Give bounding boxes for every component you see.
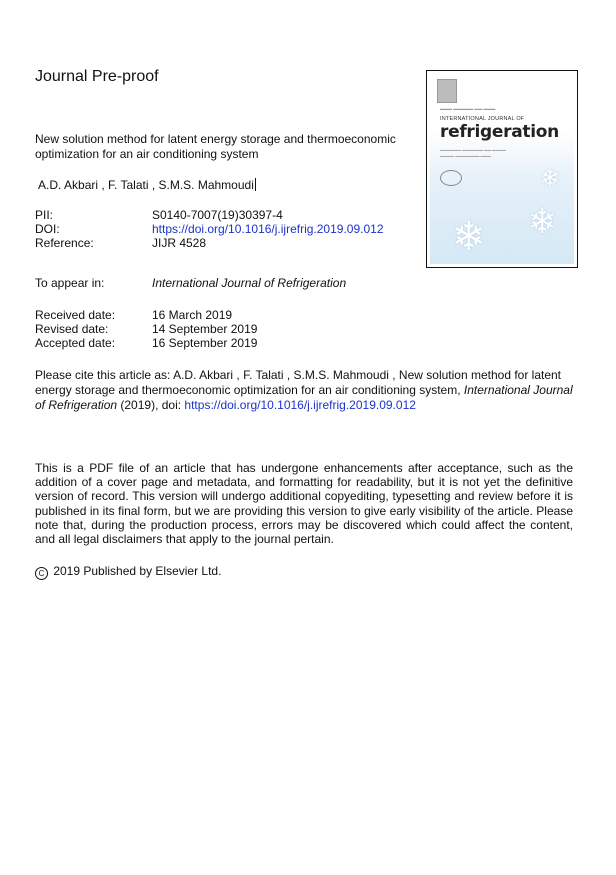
accepted-label: Accepted date:	[35, 336, 116, 350]
title-line-1: New solution method for latent energy storage and thermoeconomic	[35, 132, 396, 146]
author-list	[38, 178, 256, 192]
journal-name: International Journal of Refrigeration	[152, 276, 347, 290]
title-line-2: optimization for an air conditioning system	[35, 147, 259, 161]
snowflake-icon: ❄	[540, 165, 561, 192]
received-label: Received date:	[35, 308, 116, 322]
revised-label: Revised date:	[35, 322, 109, 336]
received-row	[35, 308, 257, 322]
citation-block	[35, 368, 573, 413]
snowflake-icon: ❄	[528, 203, 557, 241]
doi-link[interactable]: https://doi.org/10.1016/j.ijrefrig.2019.09.012	[152, 222, 384, 236]
iir-globe-icon	[440, 170, 462, 186]
copyright-line	[35, 564, 221, 580]
pii-row	[35, 208, 384, 222]
journal-pre-proof-label: Journal Pre-proof	[35, 68, 159, 85]
citation-journal: International Journal	[463, 383, 573, 397]
citation-year: (2019), doi:	[117, 398, 185, 412]
revised-row	[35, 322, 257, 336]
accepted-row	[35, 336, 257, 350]
appear-in-label: To appear in:	[35, 276, 105, 290]
cover-background	[430, 74, 574, 264]
citation-line-2	[35, 383, 573, 398]
article-title	[35, 132, 415, 162]
reference-row	[35, 236, 384, 250]
appear-in-row	[35, 276, 346, 290]
cover-small-text: ▬▬▬ ▬▬▬▬▬ ▬▬ ▬▬▬	[440, 106, 496, 111]
citation-journal-cont: of Refrigeration	[35, 398, 118, 412]
reference-value: JIJR 4528	[152, 236, 207, 250]
snowflake-icon: ❄	[452, 215, 486, 259]
journal-cover-image	[426, 70, 578, 268]
dates-block	[35, 308, 257, 350]
text-cursor	[255, 178, 256, 191]
pii-label: PII:	[35, 208, 54, 222]
identifier-block	[35, 208, 384, 250]
cover-subtitle-line: ▬▬▬▬▬▬ ▬▬▬▬▬▬ ▬▬ ▬▬▬▬	[440, 148, 506, 152]
citation-text: energy storage and thermoeconomic optimization for an air conditioning system,	[35, 383, 464, 397]
elsevier-tree-icon	[437, 79, 457, 103]
doi-row	[35, 222, 384, 236]
doi-label: DOI:	[35, 222, 60, 236]
citation-line-3	[35, 398, 573, 413]
pre-proof-notice: This is a PDF file of an article that has undergone enhancements after acceptance, such as the addition of a cover page and metadata, and formatting for readability, but it is not yet the definitive version of record. This version will undergo additional copyediting, typesetting and review before it is published in its final form, but we are providing this version to give early visibility of the article. Please note that, during the production process, errors may be discovered which could affect the content, and all legal disclaimers that apply to the journal pertain.	[35, 461, 573, 547]
cover-subtitle-line: ▬▬▬▬ ▬▬▬▬▬▬▬ ▬▬▬	[440, 154, 491, 158]
authors-text: A.D. Akbari , F. Talati , S.M.S. Mahmoudi	[38, 178, 254, 192]
cover-journal-name: refrigeration	[440, 122, 559, 142]
accepted-value: 16 September 2019	[152, 336, 258, 350]
received-value: 16 March 2019	[152, 308, 233, 322]
revised-value: 14 September 2019	[152, 322, 258, 336]
citation-doi-link[interactable]: https://doi.org/10.1016/j.ijrefrig.2019.09.012	[184, 398, 416, 412]
pii-value: S0140-7007(19)30397-4	[152, 208, 283, 222]
reference-label: Reference:	[35, 236, 94, 250]
copyright-text: 2019 Published by Elsevier Ltd.	[50, 564, 222, 578]
copyright-icon: C	[35, 567, 48, 580]
cover-intl-label: INTERNATIONAL JOURNAL OF	[440, 116, 525, 122]
citation-line-1: Please cite this article as: A.D. Akbari , F. Talati , S.M.S. Mahmoudi , New solution method for latent	[35, 368, 562, 382]
